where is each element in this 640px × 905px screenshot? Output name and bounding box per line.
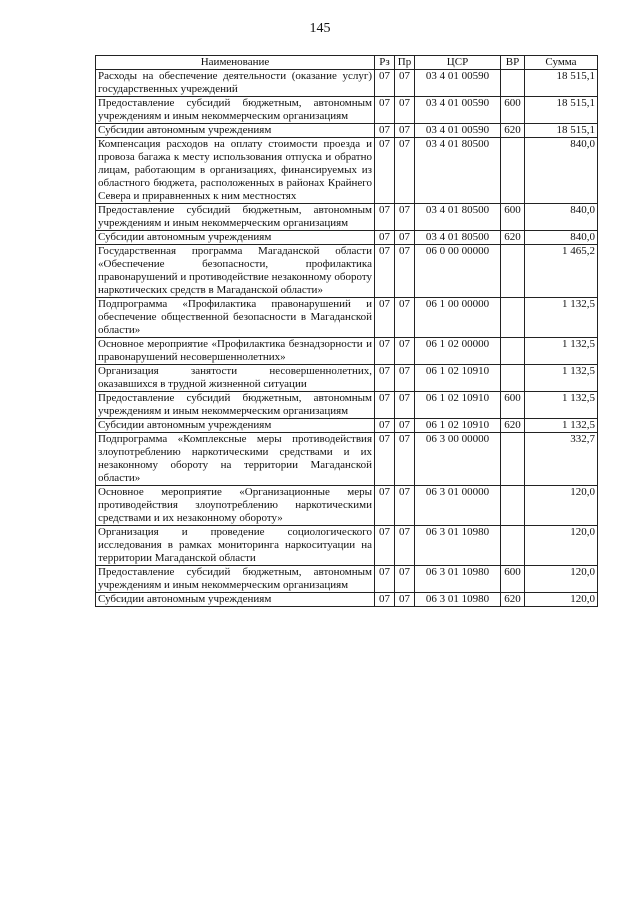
cell-name: Компенсация расходов на оплату стоимости проезда и провоза багажа к месту использования отпуска и обратно лицам, работающим в организациях, финансируемых из областного бюджета, расположенных в районах Крайнего Севера и приравненных к ним местностях: [96, 138, 375, 204]
page-number: 145: [309, 21, 331, 36]
table-row: [96, 245, 598, 298]
table-row: [96, 566, 598, 593]
cell-rz: 07: [375, 70, 395, 97]
cell-vr: [501, 138, 525, 204]
cell-vr: 620: [501, 124, 525, 138]
cell-csr: 03 4 01 00590: [415, 70, 501, 97]
cell-csr: 03 4 01 00590: [415, 97, 501, 124]
header-csr: ЦСР: [415, 56, 501, 70]
cell-name: Предоставление субсидий бюджетным, автономным учреждениям и иным некоммерческим организациям: [96, 97, 375, 124]
cell-pr: 07: [395, 433, 415, 486]
table-row: [96, 124, 598, 138]
cell-rz: 07: [375, 419, 395, 433]
table-row: [96, 138, 598, 204]
cell-name: Основное мероприятие «Профилактика безнадзорности и правонарушений несовершеннолетних»: [96, 338, 375, 365]
cell-name: Субсидии автономным учреждениям: [96, 124, 375, 138]
cell-rz: 07: [375, 365, 395, 392]
table-row: [96, 298, 598, 338]
cell-csr: 06 3 01 10980: [415, 526, 501, 566]
cell-sum: 332,7: [525, 433, 598, 486]
cell-rz: 07: [375, 298, 395, 338]
cell-pr: 07: [395, 392, 415, 419]
header-sum: Сумма: [525, 56, 598, 70]
cell-sum: 1 132,5: [525, 419, 598, 433]
cell-vr: [501, 245, 525, 298]
cell-sum: 120,0: [525, 566, 598, 593]
cell-name: Расходы на обеспечение деятельности (оказание услуг) государственных учреждений: [96, 70, 375, 97]
cell-name: Субсидии автономным учреждениям: [96, 231, 375, 245]
cell-rz: 07: [375, 338, 395, 365]
cell-pr: 07: [395, 70, 415, 97]
table-header-row: [96, 56, 598, 70]
cell-rz: 07: [375, 593, 395, 607]
cell-sum: 18 515,1: [525, 97, 598, 124]
table-row: [96, 365, 598, 392]
cell-sum: 18 515,1: [525, 124, 598, 138]
header-vr: ВР: [501, 56, 525, 70]
cell-vr: 600: [501, 566, 525, 593]
table-body: [96, 70, 598, 607]
cell-pr: 07: [395, 204, 415, 231]
table-row: [96, 231, 598, 245]
cell-name: Подпрограмма «Профилактика правонарушений и обеспечение общественной безопасности в Магаданской области»: [96, 298, 375, 338]
cell-csr: 03 4 01 00590: [415, 124, 501, 138]
cell-csr: 06 3 00 00000: [415, 433, 501, 486]
cell-csr: 06 3 01 10980: [415, 593, 501, 607]
cell-rz: 07: [375, 245, 395, 298]
table-row: [96, 97, 598, 124]
cell-pr: 07: [395, 97, 415, 124]
cell-vr: [501, 338, 525, 365]
cell-pr: 07: [395, 593, 415, 607]
cell-vr: [501, 70, 525, 97]
cell-csr: 06 3 01 00000: [415, 486, 501, 526]
cell-pr: 07: [395, 526, 415, 566]
cell-pr: 07: [395, 124, 415, 138]
cell-csr: 06 3 01 10980: [415, 566, 501, 593]
cell-vr: [501, 486, 525, 526]
table-row: [96, 486, 598, 526]
cell-vr: [501, 298, 525, 338]
cell-rz: 07: [375, 204, 395, 231]
cell-name: Организация и проведение социологического исследования в рамках мониторинга наркоситуации на территории Магаданской области: [96, 526, 375, 566]
header-name: Наименование: [96, 56, 375, 70]
cell-pr: 07: [395, 365, 415, 392]
cell-csr: 06 0 00 00000: [415, 245, 501, 298]
cell-pr: 07: [395, 338, 415, 365]
cell-sum: 18 515,1: [525, 70, 598, 97]
table-row: [96, 392, 598, 419]
cell-vr: [501, 526, 525, 566]
cell-rz: 07: [375, 433, 395, 486]
cell-sum: 120,0: [525, 526, 598, 566]
budget-table: [95, 55, 598, 607]
cell-name: Субсидии автономным учреждениям: [96, 593, 375, 607]
cell-rz: 07: [375, 486, 395, 526]
cell-rz: 07: [375, 566, 395, 593]
cell-vr: 600: [501, 204, 525, 231]
cell-pr: 07: [395, 298, 415, 338]
cell-csr: 03 4 01 80500: [415, 204, 501, 231]
cell-sum: 1 132,5: [525, 365, 598, 392]
cell-vr: 620: [501, 231, 525, 245]
cell-sum: 840,0: [525, 204, 598, 231]
cell-vr: [501, 365, 525, 392]
cell-csr: 03 4 01 80500: [415, 231, 501, 245]
cell-rz: 07: [375, 392, 395, 419]
cell-sum: 1 132,5: [525, 338, 598, 365]
cell-csr: 06 1 00 00000: [415, 298, 501, 338]
cell-name: Организация занятости несовершеннолетних, оказавшихся в трудной жизненной ситуации: [96, 365, 375, 392]
cell-pr: 07: [395, 486, 415, 526]
cell-csr: 03 4 01 80500: [415, 138, 501, 204]
cell-sum: 1 465,2: [525, 245, 598, 298]
cell-name: Государственная программа Магаданской области «Обеспечение безопасности, профилактика правонарушений и противодействие незаконному обороту наркотических средств в Магаданской области»: [96, 245, 375, 298]
table-row: [96, 433, 598, 486]
cell-rz: 07: [375, 526, 395, 566]
cell-vr: 600: [501, 392, 525, 419]
cell-rz: 07: [375, 138, 395, 204]
cell-csr: 06 1 02 10910: [415, 392, 501, 419]
cell-rz: 07: [375, 124, 395, 138]
cell-name: Подпрограмма «Комплексные меры противодействия злоупотреблению наркотическими средствами и их незаконному обороту на территории Магаданской области»: [96, 433, 375, 486]
cell-pr: 07: [395, 231, 415, 245]
table-row: [96, 419, 598, 433]
cell-vr: 600: [501, 97, 525, 124]
cell-vr: [501, 433, 525, 486]
table-row: [96, 70, 598, 97]
cell-pr: 07: [395, 138, 415, 204]
header-pr: Пр: [395, 56, 415, 70]
cell-sum: 840,0: [525, 138, 598, 204]
cell-sum: 840,0: [525, 231, 598, 245]
cell-rz: 07: [375, 231, 395, 245]
cell-sum: 120,0: [525, 593, 598, 607]
cell-sum: 1 132,5: [525, 392, 598, 419]
cell-csr: 06 1 02 00000: [415, 338, 501, 365]
cell-name: Предоставление субсидий бюджетным, автономным учреждениям и иным некоммерческим организациям: [96, 392, 375, 419]
header-rz: Рз: [375, 56, 395, 70]
table-row: [96, 204, 598, 231]
cell-sum: 1 132,5: [525, 298, 598, 338]
cell-name: Основное мероприятие «Организационные меры противодействия злоупотреблению наркотическими средствами и их незаконному обороту»: [96, 486, 375, 526]
cell-vr: 620: [501, 419, 525, 433]
cell-vr: 620: [501, 593, 525, 607]
cell-pr: 07: [395, 419, 415, 433]
cell-sum: 120,0: [525, 486, 598, 526]
table-row: [96, 593, 598, 607]
cell-rz: 07: [375, 97, 395, 124]
cell-pr: 07: [395, 566, 415, 593]
cell-csr: 06 1 02 10910: [415, 419, 501, 433]
cell-pr: 07: [395, 245, 415, 298]
cell-csr: 06 1 02 10910: [415, 365, 501, 392]
cell-name: Субсидии автономным учреждениям: [96, 419, 375, 433]
cell-name: Предоставление субсидий бюджетным, автономным учреждениям и иным некоммерческим организациям: [96, 204, 375, 231]
table-row: [96, 526, 598, 566]
cell-name: Предоставление субсидий бюджетным, автономным учреждениям и иным некоммерческим организациям: [96, 566, 375, 593]
table-row: [96, 338, 598, 365]
